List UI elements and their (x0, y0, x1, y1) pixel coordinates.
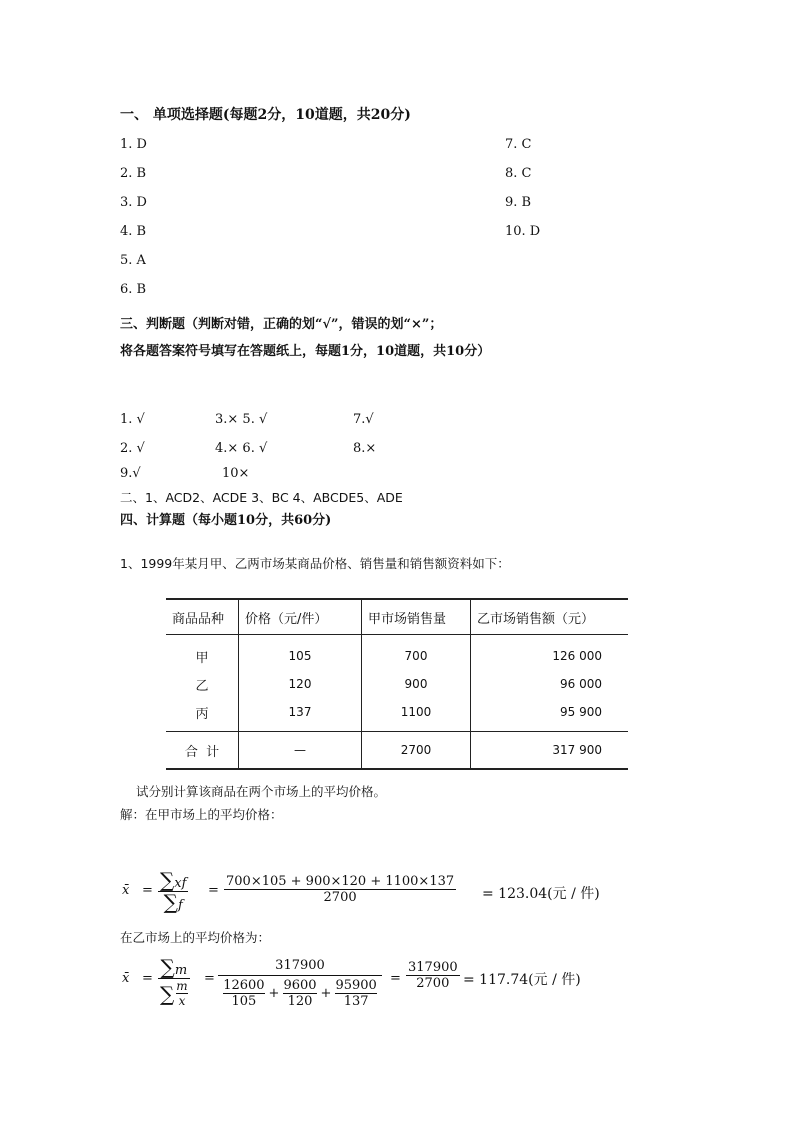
question-1: 1、1999年某月甲、乙两市场某商品价格、销售量和销售额资料如下： (120, 556, 510, 571)
formula1-numerator: 700×105 + 900×120 + 1100×137 (226, 874, 455, 889)
table-cell: — (239, 732, 362, 770)
solution-intro: 解：在甲市场上的平均价格： (120, 807, 283, 822)
judge-1: 1. √ (120, 412, 145, 427)
table-total-row (166, 732, 628, 770)
answer-9: 9. B (505, 195, 532, 210)
judge-9: 9.√ (120, 466, 141, 481)
table-cell: 合 计 (166, 732, 239, 770)
xbar-symbol: x̄ (122, 971, 130, 986)
fraction-sum-m (158, 957, 190, 1008)
formula1-denominator: 2700 (323, 890, 357, 905)
judge-2: 2. √ (120, 441, 145, 456)
denominator-1-den: 105 (231, 994, 257, 1009)
sigma-icon: ∑ (160, 955, 175, 979)
table-row (166, 698, 628, 732)
judge-10: 10× (222, 466, 250, 481)
table-cell: 700 (362, 635, 471, 671)
section4-title: 四、计算题（每小题10分，共60分) (120, 513, 332, 528)
sum-numerator: m (174, 963, 188, 978)
table-header: 乙市场销售额（元） (471, 599, 629, 635)
section2-answers: 二、1、ACD2、ACDE 3、BC 4、ABCDE5、ADE (120, 490, 403, 505)
judge-3-5: 3.× 5. √ (215, 412, 268, 427)
equals-sign: = (390, 971, 401, 986)
table-cell: 137 (239, 698, 362, 732)
table-cell: 乙 (195, 678, 209, 694)
table-row (166, 670, 628, 698)
equals-sign: = (208, 883, 219, 898)
table-header: 甲市场销售量 (362, 599, 471, 635)
table-row (166, 635, 628, 671)
table-header: 商品品种 (166, 599, 239, 635)
section3-title-line1: 三、判断题（判断对错，正确的划“√”，错误的划“×”； (120, 317, 443, 332)
table-cell: 1100 (362, 698, 471, 732)
sigma-icon: ∑ (163, 890, 178, 914)
result-numerator: 317900 (408, 960, 458, 975)
table-cell: 2700 (362, 732, 471, 770)
answer-3: 3. D (120, 195, 147, 210)
sum-denominator: f (177, 898, 183, 913)
fraction-result-b (406, 960, 460, 991)
question-prompt: 试分别计算该商品在两个市场上的平均价格。 (136, 784, 387, 799)
judge-7: 7.√ (353, 412, 374, 427)
answer-6: 6. B (120, 282, 147, 297)
answer-1: 1. D (120, 137, 147, 152)
table-cell: 96 000 (471, 670, 629, 698)
answer-10: 10. D (505, 224, 541, 239)
denominator-3-num: 95900 (335, 978, 377, 993)
denominator-1-num: 12600 (223, 978, 265, 993)
table-header-row (166, 599, 628, 635)
table-cell: 317 900 (471, 732, 629, 770)
fraction-market-b: 317900 12600 105 + 9600 120 + 95900 137 (218, 958, 382, 1009)
table-cell: 95 900 (471, 698, 629, 732)
section1-title: 一、 单项选择题(每题2分，10道题，共20分) (120, 107, 411, 123)
fraction-sum-xf (158, 870, 188, 913)
formula2-numerator: 317900 (275, 958, 325, 973)
denominator-2-num: 9600 (283, 978, 317, 993)
sigma-icon: ∑ (160, 868, 175, 892)
equals-sign: = (142, 883, 153, 898)
sum-numerator: xf (174, 876, 187, 891)
sum-denominator-x: x (178, 994, 186, 1008)
table-header: 价格（元/件） (239, 599, 362, 635)
xbar-symbol: x̄ (122, 883, 130, 898)
answer-8: 8. C (505, 166, 532, 181)
table-cell: 900 (362, 670, 471, 698)
answer-7: 7. C (505, 137, 532, 152)
judge-4-6: 4.× 6. √ (215, 441, 268, 456)
formula2-result: = 117.74(元 / 件) (463, 972, 581, 988)
table-cell: 丙 (195, 706, 209, 722)
table-cell: 甲 (195, 650, 209, 666)
table-cell: 105 (239, 635, 362, 671)
price-table (166, 598, 628, 770)
table-cell: 126 000 (471, 635, 629, 671)
equals-sign: = (204, 971, 215, 986)
formula1-result: = 123.04(元 / 件) (482, 886, 600, 902)
answer-5: 5. A (120, 253, 146, 268)
denominator-2-den: 120 (287, 994, 313, 1009)
sum-denominator-m: m (176, 979, 188, 993)
market-b-intro: 在乙市场上的平均价格为： (120, 930, 271, 945)
sigma-icon: ∑ (160, 981, 175, 1006)
table-cell: 120 (239, 670, 362, 698)
answer-2: 2. B (120, 166, 147, 181)
section3-title-line2: 将各题答案符号填写在答题纸上，每题1分，10道题，共10分） (120, 344, 491, 359)
equals-sign: = (142, 971, 153, 986)
denominator-3-den: 137 (343, 994, 369, 1009)
judge-8: 8.× (353, 441, 377, 456)
result-denominator: 2700 (416, 976, 450, 991)
fraction-market-a (224, 874, 456, 905)
answer-4: 4. B (120, 224, 147, 239)
